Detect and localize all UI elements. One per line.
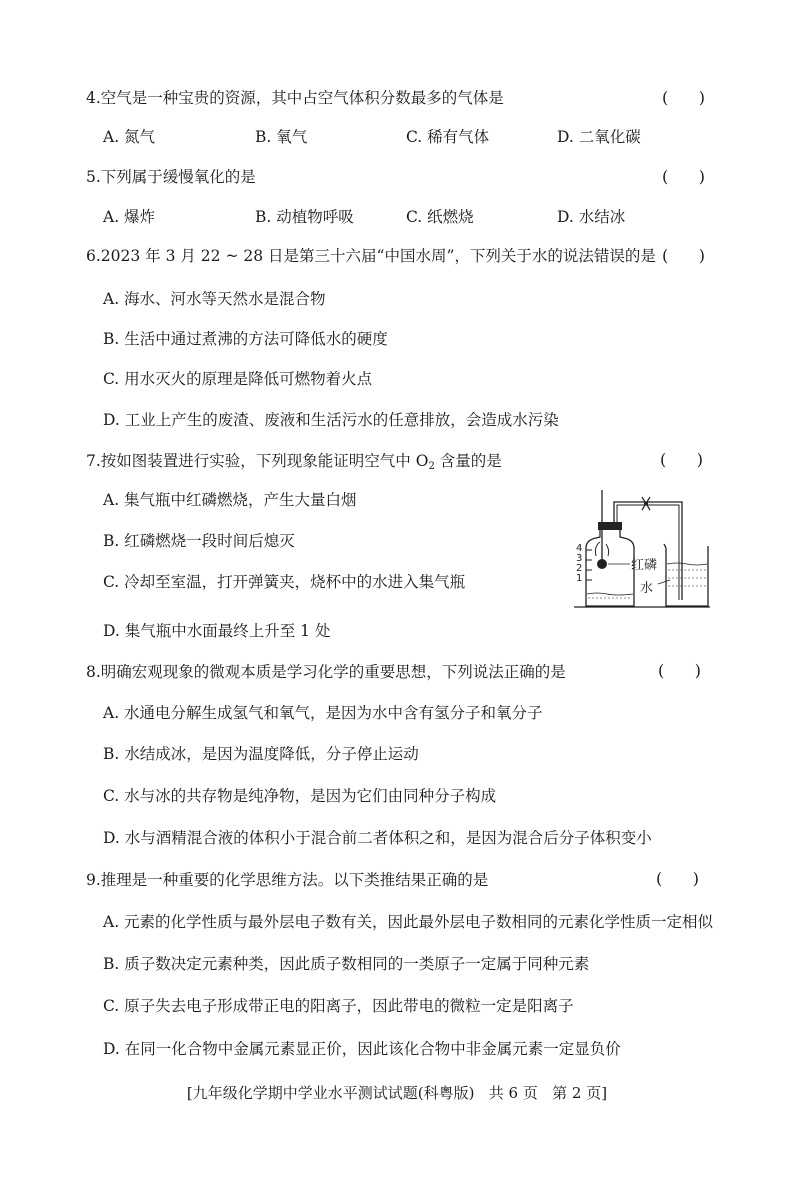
- q4-option-c[interactable]: C. 稀有气体: [406, 128, 490, 146]
- q4-option-a[interactable]: A. 氮气: [103, 128, 156, 146]
- q5-option-a[interactable]: A. 爆炸: [103, 208, 156, 226]
- scale-mark-4: 4: [576, 543, 583, 554]
- q4-option-b[interactable]: B. 氧气: [255, 128, 308, 146]
- q5-option-c[interactable]: C. 纸燃烧: [406, 208, 474, 226]
- scale-mark-3: 3: [576, 553, 583, 564]
- label-red-phosphorus: 红磷: [631, 558, 658, 573]
- q8-option-d[interactable]: D. 水与酒精混合液的体积小于混合前二者体积之和，是因为混合后分子体积变小: [103, 829, 652, 847]
- q7-stem-text-end: 含量的是: [434, 452, 502, 470]
- q5-option-d[interactable]: D. 水结冰: [557, 208, 626, 226]
- q8-option-c[interactable]: C. 水与冰的共存物是纯净物，是因为它们由同种分子构成: [103, 787, 497, 805]
- q7-option-b[interactable]: B. 红磷燃烧一段时间后熄灭: [103, 532, 295, 550]
- beaker: [664, 544, 708, 606]
- q6-option-b[interactable]: B. 生活中通过煮沸的方法可降低水的硬度: [103, 330, 388, 348]
- q8-option-a[interactable]: A. 水通电分解生成氢气和氧气，是因为水中含有氢分子和氧分子: [103, 704, 543, 722]
- beaker-water: [667, 563, 707, 565]
- oxygen-content-apparatus-figure: [572, 484, 712, 614]
- q8-option-b[interactable]: B. 水结成冰，是因为温度降低，分子停止运动: [103, 745, 419, 763]
- scale-mark-1: 1: [576, 573, 583, 584]
- q7-stem: [86, 451, 502, 477]
- q7-option-c[interactable]: C. 冷却至室温，打开弹簧夹，烧杯中的水进入集气瓶: [103, 573, 466, 591]
- spring-clamp-icon: [642, 497, 650, 510]
- q6-option-c[interactable]: C. 用水灭火的原理是降低可燃物着火点: [103, 370, 373, 388]
- q7-option-d[interactable]: D. 集气瓶中水面最终上升至 1 处: [103, 622, 331, 640]
- q6-option-d[interactable]: D. 工业上产生的废渣、废液和生活污水的任意排放，会造成水污染: [103, 411, 559, 429]
- q9-option-c[interactable]: C. 原子失去电子形成带正电的阳离子，因此带电的微粒一定是阳离子: [103, 997, 574, 1015]
- q6-answer-bracket[interactable]: ( ): [662, 246, 705, 265]
- q5-stem: 5.下列属于缓慢氧化的是: [86, 168, 256, 186]
- q9-option-b[interactable]: B. 质子数决定元素种类，因此质子数相同的一类原子一定属于同种元素: [103, 955, 590, 973]
- q8-answer-bracket[interactable]: ( ): [658, 661, 701, 680]
- red-phosphorus: [597, 559, 607, 569]
- bottle-water: [587, 593, 633, 595]
- q5-answer-bracket[interactable]: ( ): [662, 167, 705, 186]
- q9-option-a[interactable]: A. 元素的化学性质与最外层电子数有关，因此最外层电子数相同的元素化学性质一定相似: [103, 913, 714, 931]
- q9-stem: 9.推理是一种重要的化学思维方法。以下类推结果正确的是: [86, 871, 489, 889]
- page-footer: [九年级化学期中学业水平测试试题(科粤版) 共 6 页 第 2 页]: [186, 1084, 608, 1102]
- q7-stem-subscript: 2: [428, 461, 435, 472]
- q5-option-b[interactable]: B. 动植物呼吸: [255, 208, 354, 226]
- q6-option-a[interactable]: A. 海水、河水等天然水是混合物: [103, 290, 326, 308]
- q8-stem: 8.明确宏观现象的微观本质是学习化学的重要思想，下列说法正确的是: [86, 663, 566, 681]
- q6-stem: 6.2023 年 3 月 22 ~ 28 日是第三十六届“中国水周”，下列关于水的说法错误的是: [86, 247, 656, 265]
- scale-mark-2: 2: [576, 563, 583, 574]
- q9-answer-bracket[interactable]: ( ): [656, 869, 699, 888]
- q4-option-d[interactable]: D. 二氧化碳: [557, 128, 641, 146]
- q4-answer-bracket[interactable]: ( ): [662, 88, 705, 107]
- q9-option-d[interactable]: D. 在同一化合物中金属元素显正价，因此该化合物中非金属元素一定显负价: [103, 1040, 621, 1058]
- label-water: 水: [640, 581, 654, 596]
- q4-stem: 4.空气是一种宝贵的资源，其中占空气体积分数最多的气体是: [86, 89, 504, 107]
- q7-option-a[interactable]: A. 集气瓶中红磷燃烧，产生大量白烟: [103, 491, 357, 509]
- q7-stem-text: 7.按如图装置进行实验，下列现象能证明空气中 O: [86, 452, 429, 470]
- q7-answer-bracket[interactable]: ( ): [660, 450, 703, 469]
